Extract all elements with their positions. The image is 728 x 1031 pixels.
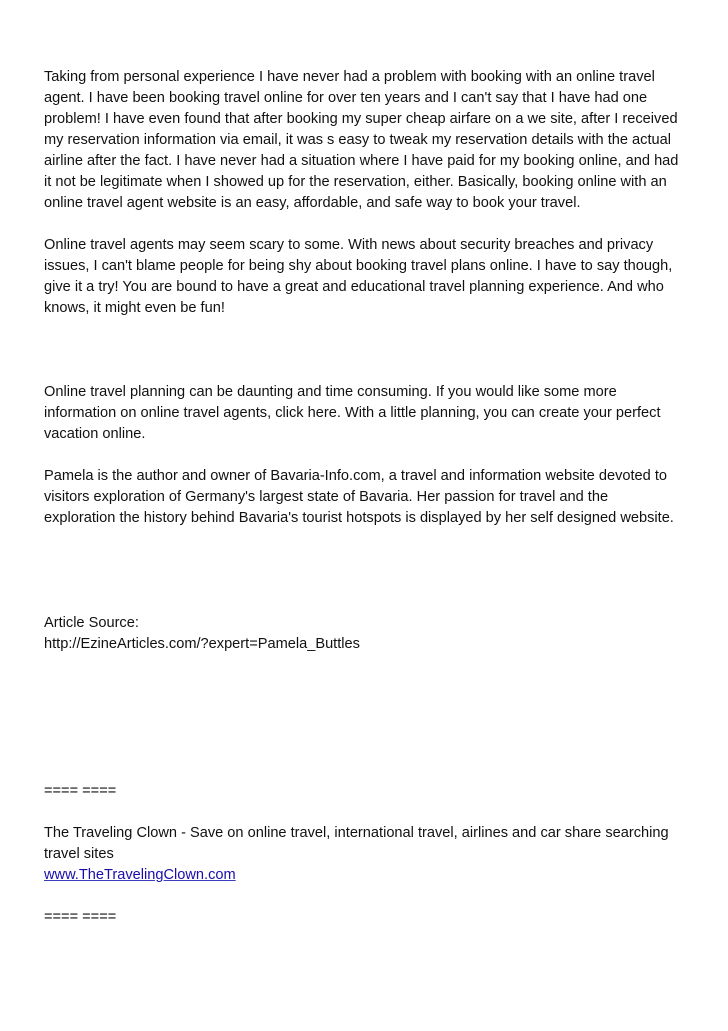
article-paragraph-3: Online travel planning can be daunting and time consuming. If you would like some more information on online travel agents, click here. With a little planning, you can create your perfect vacation online. xyxy=(44,384,661,442)
link-line xyxy=(44,865,694,886)
traveling-clown-link[interactable]: www.TheTravelingClown.com xyxy=(44,867,236,883)
article-paragraph-1: Taking from personal experience I have never had a problem with booking with an online travel agent. I have been booking travel online for over ten years and I can't say that I have had one problem! I have even found that after booking my super cheap airfare on a we site, after I received my reservation information via email, it was s easy to tweak my reservation details with the actual airline after the fact. I have never had a situation where I have paid for my booking online, and had it not be legitimate when I showed up for the reservation, either. Basically, booking online with an online travel agent website is an easy, affordable, and safe way to book your travel. xyxy=(44,69,679,211)
author-bio: Pamela is the author and owner of Bavaria-Info.com, a travel and information website devoted to visitors exploration of Germany's largest state of Bavaria. Her passion for travel and the exploration the history behind Bavaria's tourist hotspots is displayed by her self designed website. xyxy=(44,468,674,526)
ad-text: The Traveling Clown - Save on online travel, international travel, airlines and car share searching travel sites xyxy=(44,825,669,862)
separator-bottom: ==== ==== xyxy=(44,909,117,925)
article-paragraph-2: Online travel agents may seem scary to some. With news about security breaches and privacy issues, I can't blame people for being shy about booking travel plans online. I have to say though, give it a try! You are bound to have a great and educational travel planning experience. And who knows, it might even be fun! xyxy=(44,237,673,316)
source-label: Article Source: xyxy=(44,615,139,631)
source-url: http://EzineArticles.com/?expert=Pamela_Buttles xyxy=(44,636,360,652)
document-page xyxy=(44,67,694,928)
separator-top: ==== ==== xyxy=(44,783,117,799)
